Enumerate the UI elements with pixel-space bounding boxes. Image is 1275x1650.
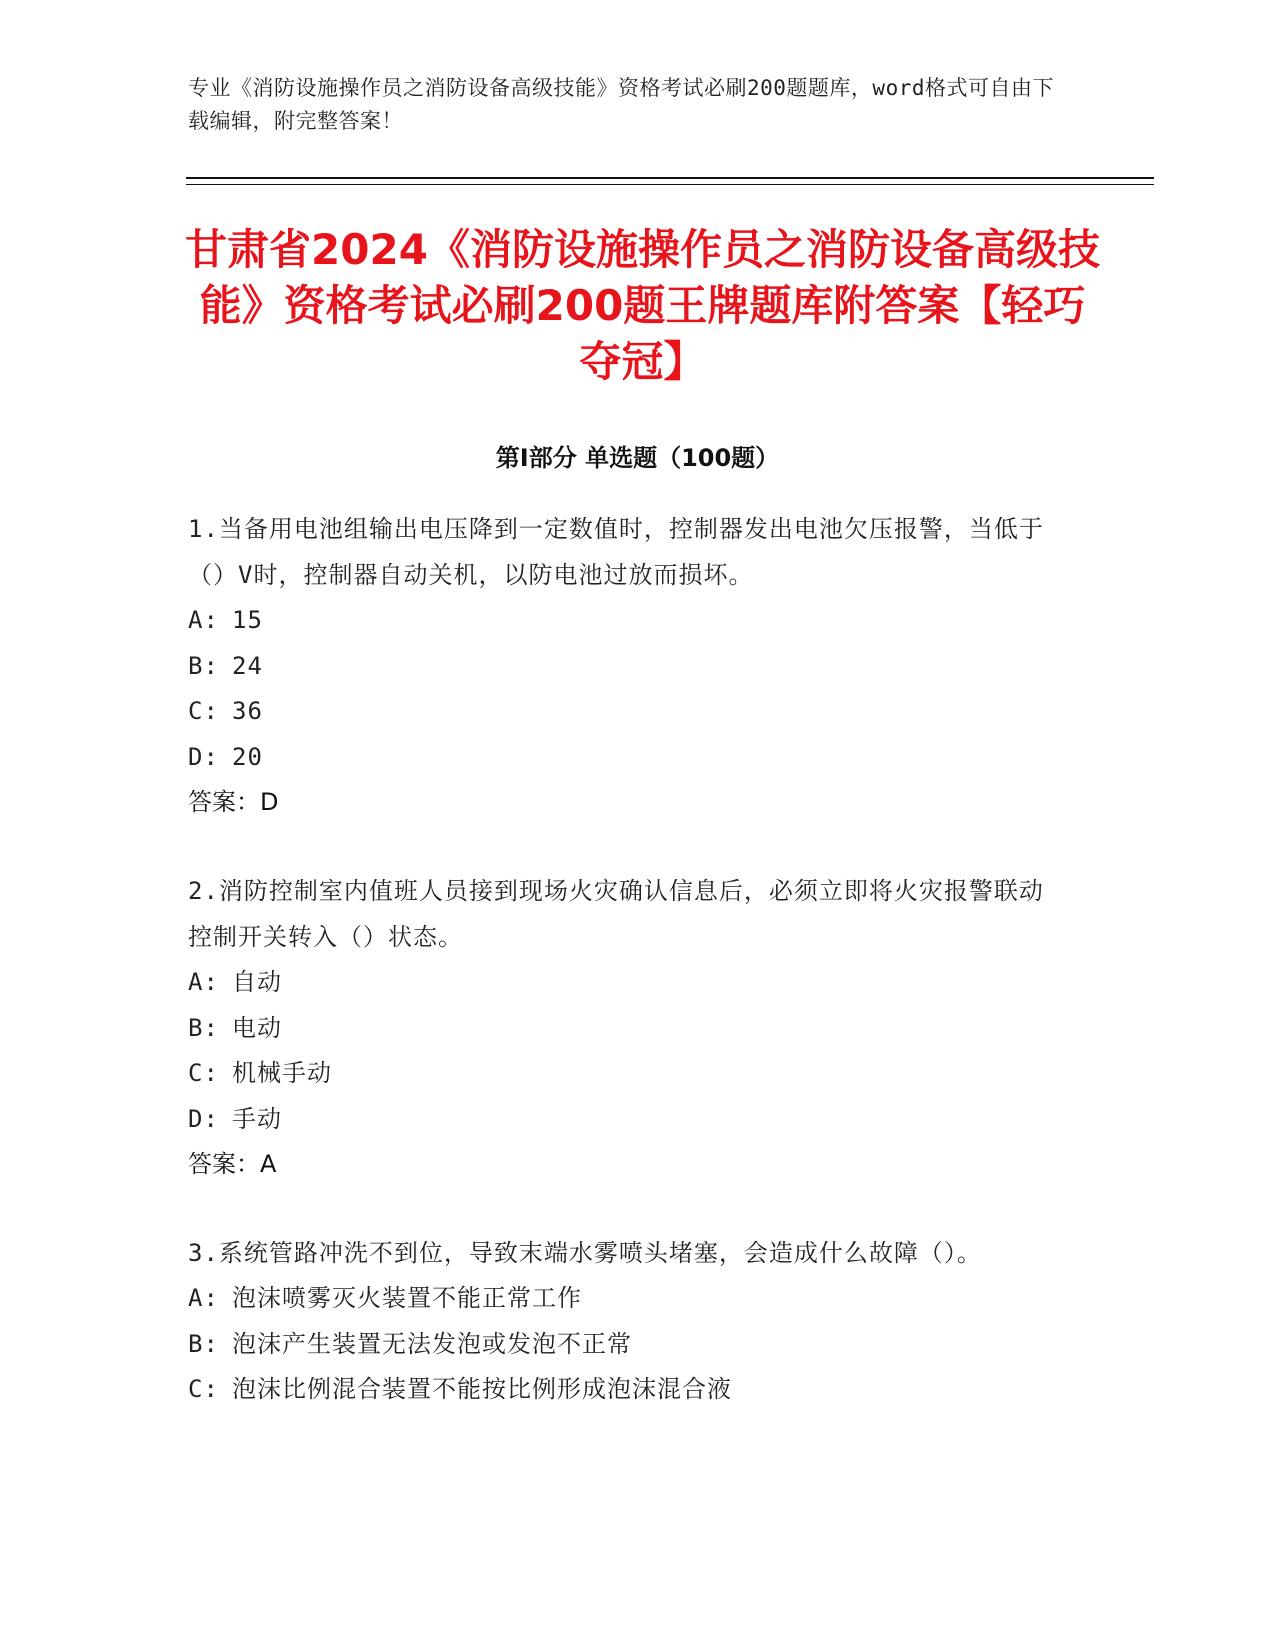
option-letter: B: (188, 1329, 219, 1358)
option-d (188, 735, 1068, 781)
option-a (188, 1276, 1068, 1322)
option-text: 15 (232, 606, 263, 634)
section-title: 第I部分 单选题（100题） (495, 444, 780, 472)
option-d (188, 1097, 1068, 1143)
option-b (188, 1322, 1068, 1368)
option-a (188, 598, 1068, 644)
option-letter: D: (188, 742, 219, 771)
option-text: 36 (232, 697, 263, 725)
option-c (188, 1051, 1068, 1097)
option-text: 手动 (232, 1104, 282, 1133)
header-divider (186, 177, 1154, 179)
option-c (188, 689, 1068, 735)
option-letter: C: (188, 1059, 219, 1087)
question-stem: 2.消防控制室内值班人员接到现场火灾确认信息后，必须立即将火灾报警联动控制开关转入（）状态。 (188, 877, 1044, 951)
question-3 (188, 1230, 1068, 1413)
option-letter: C: (188, 697, 219, 725)
header-note: 专业《消防设施操作员之消防设备高级技能》资格考试必刷200题题库，word格式可自由下载编辑，附完整答案！ (188, 76, 1054, 133)
option-letter: C: (188, 1375, 219, 1403)
option-c (188, 1367, 1068, 1413)
option-text: 电动 (232, 1013, 282, 1042)
option-a (188, 960, 1068, 1006)
option-letter: A: (188, 1284, 219, 1312)
option-text: 机械手动 (232, 1059, 332, 1087)
option-b (188, 1006, 1068, 1052)
option-text: 泡沫比例混合装置不能按比例形成泡沫混合液 (232, 1375, 732, 1403)
option-text: 20 (232, 742, 263, 771)
option-text: 自动 (232, 968, 282, 996)
option-letter: A: (188, 606, 219, 634)
question-stem: 1.当备用电池组输出电压降到一定数值时，控制器发出电池欠压报警，当低于（）V时，控制器自动关机，以防电池过放而损坏。 (188, 515, 1044, 589)
question-1 (188, 506, 1068, 825)
option-letter: D: (188, 1104, 219, 1133)
option-text: 泡沫产生装置无法发泡或发泡不正常 (232, 1329, 632, 1358)
option-b (188, 644, 1068, 690)
question-2 (188, 868, 1068, 1187)
answer: 答案：D (188, 788, 279, 816)
question-stem: 3.系统管路冲洗不到位，导致末端水雾喷头堵塞，会造成什么故障（）。 (188, 1239, 982, 1267)
document-title: 甘肃省2024《消防设施操作员之消防设备高级技能》资格考试必刷200题王牌题库附答案【轻巧夺冠】 (185, 225, 1100, 386)
option-letter: B: (188, 651, 219, 680)
option-letter: A: (188, 968, 219, 996)
option-text: 泡沫喷雾灭火装置不能正常工作 (232, 1284, 582, 1312)
option-letter: B: (188, 1013, 219, 1042)
option-text: 24 (232, 651, 263, 680)
header-divider-thin (186, 184, 1154, 185)
answer: 答案：A (188, 1150, 277, 1178)
